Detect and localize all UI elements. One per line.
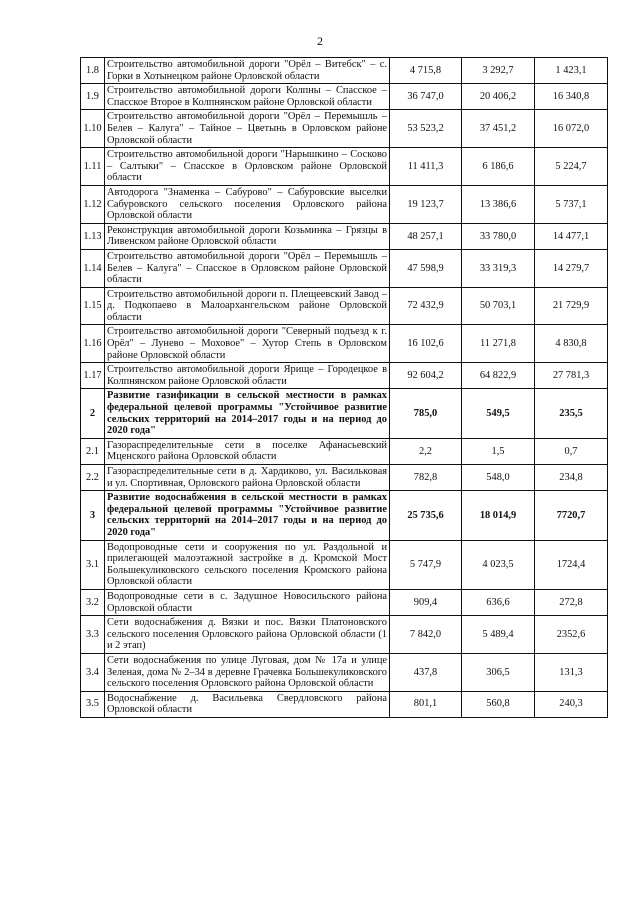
total-amount: 437,8: [390, 653, 462, 691]
row-number: 1.11: [81, 148, 105, 186]
project-name: Водоснабжение д. Васильевка Свердловского района Орловской области: [105, 691, 390, 717]
project-name: Строительство автомобильной дороги "Северный подъезд к г. Орёл" – Лунево – Моховое" – Хутор Степь в Орловском районе Орловской области: [105, 325, 390, 363]
regional-amount: 272,8: [535, 589, 608, 615]
federal-amount: 20 406,2: [462, 84, 535, 110]
project-name: Газораспределительные сети в поселке Афанасьевский Мценского района Орловской области: [105, 438, 390, 464]
federal-amount: 64 822,9: [462, 363, 535, 389]
table-row: [81, 438, 608, 464]
row-number: 1.13: [81, 223, 105, 249]
regional-amount: 16 072,0: [535, 110, 608, 148]
total-amount: 47 598,9: [390, 249, 462, 287]
row-number: 3.1: [81, 540, 105, 589]
regional-amount: 14 279,7: [535, 249, 608, 287]
total-amount: 2,2: [390, 438, 462, 464]
federal-amount: 636,6: [462, 589, 535, 615]
total-amount: 16 102,6: [390, 325, 462, 363]
project-name: Сети водоснабжения по улице Луговая, дом № 17а и улице Зеленая, дома № 2–34 в деревне Грачевка Большекуликовского сельского поселения Орловского района Орловской области: [105, 653, 390, 691]
total-amount: 92 604,2: [390, 363, 462, 389]
row-number: 1.12: [81, 185, 105, 223]
project-name: Автодорога "Знаменка – Сабурово" – Сабуровские выселки Сабуровского сельского поселения Орловского района Орловской области: [105, 185, 390, 223]
page-number: 2: [317, 34, 323, 48]
total-amount: 36 747,0: [390, 84, 462, 110]
federal-amount: 50 703,1: [462, 287, 535, 325]
row-number: 2.1: [81, 438, 105, 464]
row-number: 3.5: [81, 691, 105, 717]
table-row: [81, 110, 608, 148]
row-number: 2: [81, 389, 105, 438]
total-amount: 11 411,3: [390, 148, 462, 186]
federal-amount: 548,0: [462, 465, 535, 491]
table-row: [81, 223, 608, 249]
federal-amount: 37 451,2: [462, 110, 535, 148]
table-row: [81, 691, 608, 717]
row-number: 3.3: [81, 616, 105, 654]
project-name: Водопроводные сети в с. Задушное Новосильского района Орловской области: [105, 589, 390, 615]
row-number: 3.2: [81, 589, 105, 615]
regional-amount: 240,3: [535, 691, 608, 717]
regional-amount: 2352,6: [535, 616, 608, 654]
total-amount: 19 123,7: [390, 185, 462, 223]
regional-amount: 0,7: [535, 438, 608, 464]
total-amount: 785,0: [390, 389, 462, 438]
table-row: [81, 325, 608, 363]
federal-amount: 3 292,7: [462, 58, 535, 84]
table-row: [81, 58, 608, 84]
federal-amount: 33 319,3: [462, 249, 535, 287]
regional-amount: 235,5: [535, 389, 608, 438]
regional-amount: 5 224,7: [535, 148, 608, 186]
project-name: Строительство автомобильной дороги "Орёл – Перемышль – Белев – Калуга" – Спасское в Орловском районе Орловской области: [105, 249, 390, 287]
total-amount: 782,8: [390, 465, 462, 491]
total-amount: 909,4: [390, 589, 462, 615]
regional-amount: 234,8: [535, 465, 608, 491]
regional-amount: 1 423,1: [535, 58, 608, 84]
project-name: Строительство автомобильной дороги "Орёл – Витебск" – с. Горки в Хотынецком районе Орловской области: [105, 58, 390, 84]
project-name: Реконструкция автомобильной дороги Козьминка – Грязцы в Ливенском районе Орловской области: [105, 223, 390, 249]
row-number: 1.8: [81, 58, 105, 84]
table-row: [81, 616, 608, 654]
regional-amount: 1724,4: [535, 540, 608, 589]
total-amount: 53 523,2: [390, 110, 462, 148]
federal-amount: 33 780,0: [462, 223, 535, 249]
regional-amount: 7720,7: [535, 491, 608, 540]
table-row: [81, 491, 608, 540]
table-row: [81, 287, 608, 325]
project-name: Строительство автомобильной дороги Ярище – Городецкое в Колпнянском районе Орловской области: [105, 363, 390, 389]
project-name: Строительство автомобильной дороги "Нарышкино – Сосково – Салтыки" – Спасское в Орловском районе Орловской области: [105, 148, 390, 186]
total-amount: 5 747,9: [390, 540, 462, 589]
project-name: Водопроводные сети и сооружения по ул. Раздольной и прилегающей малоэтажной застройке в д. Кромской Мост Большекуликовского сельского поселения Кромского района Орловской области: [105, 540, 390, 589]
budget-table: [80, 57, 608, 718]
table-row: [81, 84, 608, 110]
total-amount: 72 432,9: [390, 287, 462, 325]
table-row: [81, 185, 608, 223]
total-amount: 801,1: [390, 691, 462, 717]
table-row: [81, 653, 608, 691]
project-name: Строительство автомобильной дороги п. Плещеевский Завод – д. Подкопаево в Малоархангельском районе Орловской области: [105, 287, 390, 325]
table-body: [81, 58, 608, 718]
row-number: 3.4: [81, 653, 105, 691]
row-number: 1.16: [81, 325, 105, 363]
project-name: Сети водоснабжения д. Вязки и пос. Вязки Платоновского сельского поселения Орловского района Орловской области (1 и 2 этап): [105, 616, 390, 654]
table-row: [81, 589, 608, 615]
project-name: Газораспределительные сети в д. Хардиково, ул. Васильковая и ул. Спортивная, Орловского района Орловской области: [105, 465, 390, 491]
table-row: [81, 363, 608, 389]
regional-amount: 14 477,1: [535, 223, 608, 249]
federal-amount: 306,5: [462, 653, 535, 691]
federal-amount: 11 271,8: [462, 325, 535, 363]
federal-amount: 549,5: [462, 389, 535, 438]
row-number: 3: [81, 491, 105, 540]
row-number: 1.17: [81, 363, 105, 389]
table-row: [81, 540, 608, 589]
regional-amount: 16 340,8: [535, 84, 608, 110]
regional-amount: 4 830,8: [535, 325, 608, 363]
project-name: Строительство автомобильной дороги "Орёл – Перемышль – Белев – Калуга" – Тайное – Цветынь в Орловском районе Орловской области: [105, 110, 390, 148]
table-row: [81, 148, 608, 186]
regional-amount: 131,3: [535, 653, 608, 691]
regional-amount: 5 737,1: [535, 185, 608, 223]
row-number: 1.10: [81, 110, 105, 148]
federal-amount: 1,5: [462, 438, 535, 464]
row-number: 2.2: [81, 465, 105, 491]
regional-amount: 27 781,3: [535, 363, 608, 389]
federal-amount: 18 014,9: [462, 491, 535, 540]
project-name: Развитие водоснабжения в сельской местности в рамках федеральной целевой программы "Устойчивое развитие сельских территорий на 2014–2017 годы и на период до 2020 года": [105, 491, 390, 540]
total-amount: 7 842,0: [390, 616, 462, 654]
federal-amount: 560,8: [462, 691, 535, 717]
project-name: Строительство автомобильной дороги Колпны – Спасское – Спасское Второе в Колпнянском районе Орловской области: [105, 84, 390, 110]
federal-amount: 5 489,4: [462, 616, 535, 654]
regional-amount: 21 729,9: [535, 287, 608, 325]
federal-amount: 4 023,5: [462, 540, 535, 589]
total-amount: 4 715,8: [390, 58, 462, 84]
project-name: Развитие газификации в сельской местности в рамках федеральной целевой программы "Устойчивое развитие сельских территорий на 2014–2017 годы и на период до 2020 года": [105, 389, 390, 438]
federal-amount: 13 386,6: [462, 185, 535, 223]
row-number: 1.9: [81, 84, 105, 110]
total-amount: 48 257,1: [390, 223, 462, 249]
table-row: [81, 465, 608, 491]
row-number: 1.15: [81, 287, 105, 325]
federal-amount: 6 186,6: [462, 148, 535, 186]
table-row: [81, 249, 608, 287]
table-row: [81, 389, 608, 438]
row-number: 1.14: [81, 249, 105, 287]
total-amount: 25 735,6: [390, 491, 462, 540]
